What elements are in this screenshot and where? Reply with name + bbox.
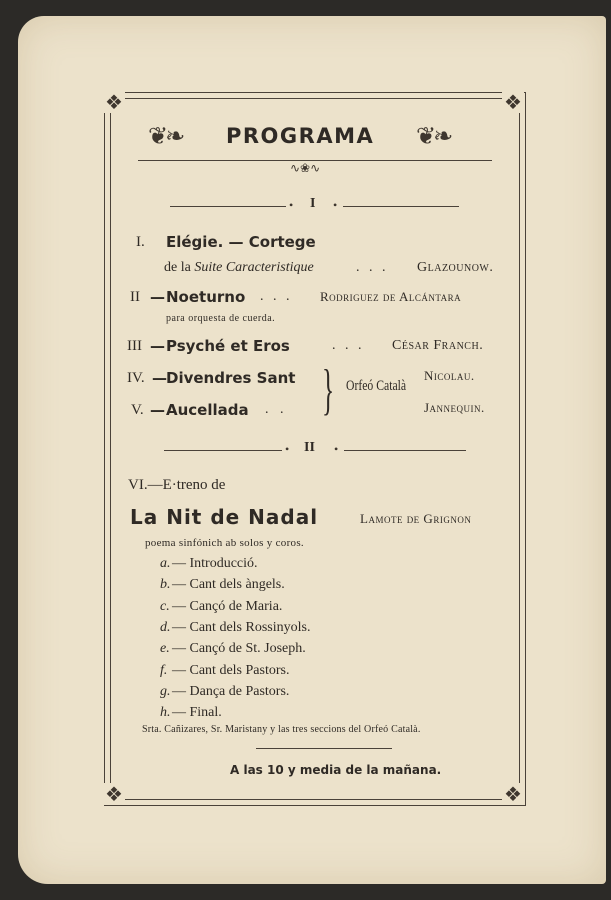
section-numeral: I — [310, 196, 316, 211]
brace-icon: } — [322, 359, 335, 421]
item-composer: Nicolau. — [424, 368, 475, 383]
item-detail — [164, 260, 314, 276]
section-dot: • — [289, 198, 294, 212]
section-dot: • — [285, 442, 290, 456]
item-title: Divendres Sant — [166, 369, 296, 387]
movement-title: — Introducció. — [172, 556, 258, 571]
movement-title: — Cant dels Rossinyols. — [172, 620, 311, 635]
item-number: II — [130, 289, 140, 305]
section-rule-right — [343, 206, 459, 207]
header-flourish-icon: ∿❀∿ — [290, 161, 321, 175]
work-subtitle: poema sinfónich ab solos y coros. — [145, 537, 304, 549]
section-rule-left — [164, 450, 282, 451]
item-number: IV. — [127, 370, 145, 386]
movement-title: — Cançó de St. Joseph. — [172, 641, 306, 656]
movement-letter: g. — [160, 684, 171, 699]
movement-letter: c. — [160, 599, 170, 614]
section-rule-left — [170, 206, 286, 207]
page-title: PROGRAMA — [226, 124, 375, 148]
item-dash: — — [150, 337, 165, 355]
item-number: III — [127, 338, 142, 354]
item-title: Elégie. — Cortege — [166, 233, 316, 251]
item-dash: — — [152, 369, 167, 387]
section-dot: • — [334, 442, 339, 456]
corner-ornament-icon: ❖ — [103, 91, 125, 113]
item-detail-prefix: de la — [164, 260, 195, 275]
corner-ornament-icon: ❖ — [502, 91, 524, 113]
movement-letter: d. — [160, 620, 171, 635]
item-leader: . . . — [356, 260, 389, 275]
performers: Srta. Cañizares, Sr. Maristany y las tres seccions del Orfeó Català. — [142, 724, 421, 735]
item-composer: Jannequin. — [424, 400, 485, 415]
corner-ornament-icon: ❖ — [103, 783, 125, 805]
item-detail-work: Suite Caracteristique — [194, 260, 314, 275]
item-dash: — — [150, 288, 165, 306]
item-dash: — — [150, 401, 165, 419]
item-composer: Glazounow. — [417, 260, 494, 275]
movement-title: — Final. — [172, 705, 222, 720]
item-title: Noeturno — [166, 288, 246, 306]
section-numeral: II — [304, 440, 315, 455]
item-title: Aucellada — [166, 401, 249, 419]
movement-title: — Cançó de Maria. — [172, 599, 283, 614]
item-number: I. — [136, 234, 145, 250]
movement-letter: e. — [160, 641, 170, 656]
item-composer: Rodriguez de Alcántara — [320, 289, 462, 304]
item-title: Psyché et Eros — [166, 337, 290, 355]
performance-time: A las 10 y media de la mañana. — [230, 763, 442, 777]
work-title: La Nit de Nadal — [130, 505, 319, 529]
item-leader: . . . — [260, 289, 293, 304]
item-composer: César Franch. — [392, 338, 484, 353]
item-subtitle: para orquesta de cuerda. — [166, 313, 276, 324]
scroll-ornament-left-icon: ❦❧ — [148, 122, 183, 150]
item-leader: . . — [265, 402, 288, 417]
premiere-intro: VI.—E·treno de — [128, 477, 226, 493]
movement-title: — Cant dels Pastors. — [172, 663, 290, 678]
movement-title: — Dança de Pastors. — [172, 684, 290, 699]
work-composer: Lamote de Grignon — [360, 511, 472, 526]
movement-letter: h. — [160, 705, 171, 720]
corner-ornament-icon: ❖ — [502, 783, 524, 805]
movement-title: — Cant dels àngels. — [172, 577, 285, 592]
item-number: V. — [131, 402, 144, 418]
section-dot: • — [333, 198, 338, 212]
choir-label: Orfeó Català — [346, 378, 407, 394]
movement-letter: b. — [160, 577, 171, 592]
footer-rule — [256, 748, 392, 749]
item-leader: . . . — [332, 338, 365, 353]
movement-letter: a. — [160, 556, 171, 571]
section-rule-right — [344, 450, 466, 451]
scroll-ornament-right-icon: ❦❧ — [416, 122, 451, 150]
movement-letter: f. — [160, 663, 168, 678]
